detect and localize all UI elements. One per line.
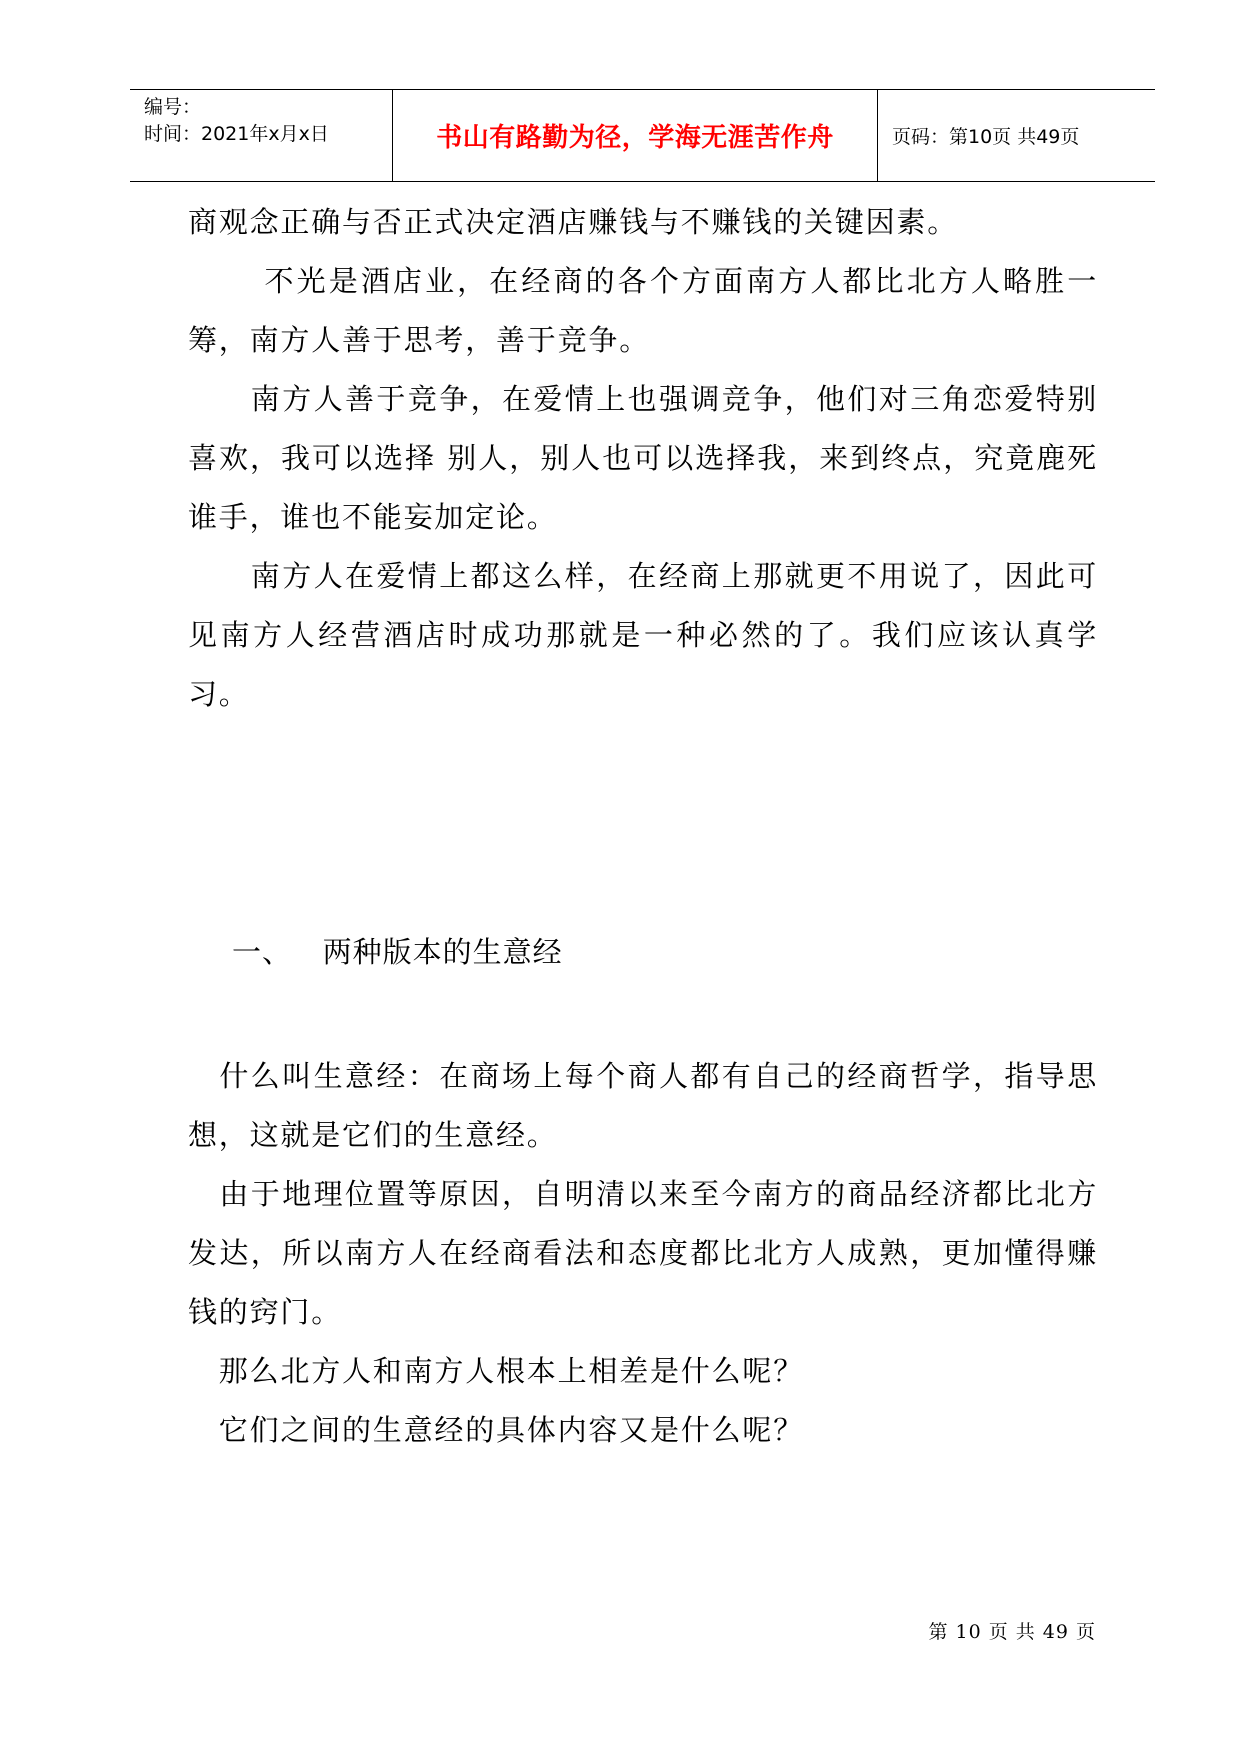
section-heading: 一、 两种版本的生意经 — [232, 935, 563, 969]
paragraph: 它们之间的生意经的具体内容又是什么呢？ — [188, 1413, 805, 1447]
document-time: 时间：2021年x月x日 — [144, 123, 329, 145]
paragraph: 由于地理位置等原因，自明清以来至今南方的商品经济都比北方发达，所以南方人在经商看法和态度都比北方人成熟，更加懂得赚钱的窍门。 — [188, 1177, 1098, 1329]
header-middle-cell — [392, 90, 878, 181]
paragraph: 商观念正确与否正式决定酒店赚钱与不赚钱的关键因素。 — [188, 205, 959, 239]
paragraph: 南方人善于竞争，在爱情上也强调竞争，他们对三角恋爱特别喜欢，我可以选择 别人，别人也可以选择我，来到终点，究竟鹿死谁手，谁也不能妄加定论。 — [188, 382, 1098, 534]
header-motto: 书山有路勤为径，学海无涯苦作舟 — [436, 123, 834, 153]
body-section-1 — [188, 193, 1098, 724]
paragraph: 南方人在爱情上都这么样，在经商上那就更不用说了，因此可见南方人经营酒店时成功那就是一种必然的了。我们应该认真学习。 — [188, 559, 1098, 711]
paragraph: 那么北方人和南方人根本上相差是什么呢？ — [188, 1354, 805, 1388]
header-right-cell — [878, 90, 1155, 181]
body-section-2 — [188, 1047, 1098, 1460]
header-left-cell — [130, 90, 392, 181]
page-footer: 第 10 页 共 49 页 — [928, 1621, 1096, 1643]
header-page-code: 页码：第10页 共49页 — [892, 126, 1080, 148]
paragraph: 什么叫生意经：在商场上每个商人都有自己的经商哲学，指导思想，这就是它们的生意经。 — [188, 1059, 1098, 1152]
page-header — [130, 89, 1155, 182]
document-number-label: 编号： — [144, 96, 202, 118]
paragraph: 不光是酒店业，在经商的各个方面南方人都比北方人略胜一筹，南方人善于思考，善于竞争。 — [188, 264, 1098, 357]
